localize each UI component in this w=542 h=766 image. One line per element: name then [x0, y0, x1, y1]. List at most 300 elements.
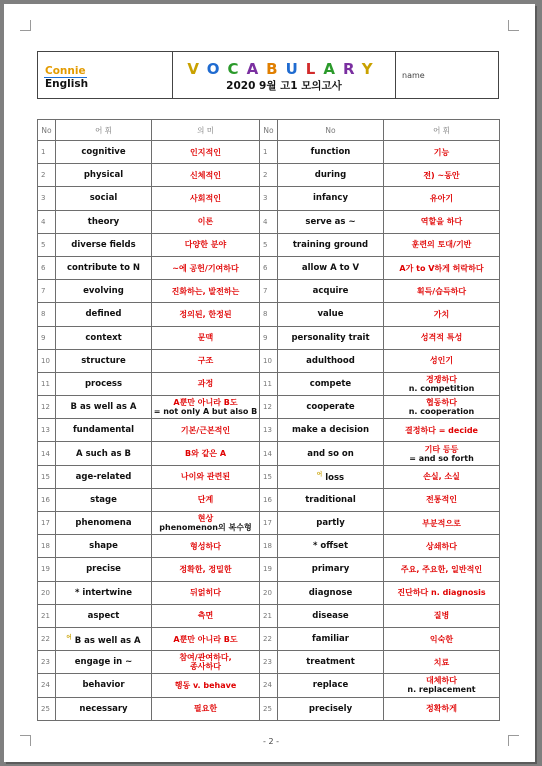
meaning-line: 진화하는, 발전하는 [171, 286, 240, 296]
meaning-line: 과정 [197, 379, 214, 389]
meaning-line: 이론 [197, 217, 214, 227]
meaning-left [152, 488, 260, 511]
meaning-line: 치료 [433, 657, 450, 667]
meaning-right [384, 141, 500, 164]
word-text: * intertwine [74, 587, 133, 598]
word-text: context [85, 332, 122, 343]
logo-line2: English [45, 78, 89, 90]
meaning-left [152, 372, 260, 395]
name-field[interactable] [396, 52, 499, 99]
word-left [56, 233, 152, 256]
word-left [56, 396, 152, 419]
row-number: 13 [38, 419, 56, 442]
row-number: 2 [38, 164, 56, 187]
title-letter: L [305, 59, 324, 78]
word-text: infancy [312, 193, 349, 204]
logo-cell [38, 52, 173, 99]
word-text: contribute to N [67, 263, 140, 274]
title-cell [173, 52, 396, 99]
col-header-no2-right: No [278, 120, 384, 141]
word-right [278, 210, 384, 233]
word-text: replace [312, 680, 349, 691]
meaning-left [152, 604, 260, 627]
word-right [278, 558, 384, 581]
row-number: 10 [38, 349, 56, 372]
row-number: 25 [38, 697, 56, 720]
meaning-left [152, 280, 260, 303]
word-right [278, 442, 384, 465]
table-row [38, 697, 500, 720]
word-left [56, 604, 152, 627]
title-letter: U [285, 59, 306, 78]
row-number: 23 [38, 651, 56, 674]
word-right [278, 349, 384, 372]
meaning-right [384, 256, 500, 279]
row-number: 15 [38, 465, 56, 488]
word-left [56, 697, 152, 720]
meaning-line: n. competition [408, 383, 475, 393]
row-number: 14 [38, 442, 56, 465]
row-number-right: 1 [260, 141, 278, 164]
row-number: 11 [38, 372, 56, 395]
title-letter: B [266, 59, 286, 78]
word-right [278, 396, 384, 419]
meaning-left [152, 674, 260, 697]
row-number: 9 [38, 326, 56, 349]
meaning-line: 성인기 [429, 356, 454, 366]
meaning-line: 정확한, 정밀한 [179, 564, 232, 574]
word-right [278, 372, 384, 395]
word-right [278, 535, 384, 558]
word-text: precise [86, 564, 121, 575]
word-text: diverse fields [71, 239, 136, 250]
meaning-left [152, 326, 260, 349]
meaning-left [152, 349, 260, 372]
word-right [278, 674, 384, 697]
meaning-line: 훈련의 토대/기반 [411, 240, 472, 250]
word-text: make a decision [291, 425, 370, 436]
word-left [56, 210, 152, 233]
table-row [38, 187, 500, 210]
meaning-line: B와 같은 A [184, 449, 227, 459]
table-row [38, 442, 500, 465]
table-row [38, 512, 500, 535]
word-text: social [89, 193, 118, 204]
word-right [278, 303, 384, 326]
meaning-left [152, 396, 260, 419]
word-text: and so on [307, 448, 354, 459]
worksheet-header [37, 51, 499, 99]
meaning-right [384, 512, 500, 535]
word-text: * offset [312, 541, 349, 552]
vocabulary-title [173, 60, 395, 78]
table-row [38, 396, 500, 419]
meaning-line: 인지적인 [190, 147, 221, 157]
word-right [278, 233, 384, 256]
word-text: engage in ~ [74, 657, 133, 668]
meaning-line: 익숙한 [429, 634, 454, 644]
table-row [38, 164, 500, 187]
word-text: traditional [305, 494, 356, 505]
word-text: phenomena [75, 518, 132, 529]
word-text: familiar [312, 634, 349, 645]
meaning-right [384, 280, 500, 303]
meaning-line: 전) ~동안 [423, 170, 460, 180]
row-number-right: 12 [260, 396, 278, 419]
meaning-line: n. replacement [407, 685, 476, 695]
word-text: stage [90, 494, 117, 505]
word-text: necessary [79, 703, 128, 714]
row-number-right: 10 [260, 349, 278, 372]
row-number-right: 13 [260, 419, 278, 442]
word-left [56, 187, 152, 210]
meaning-right [384, 604, 500, 627]
row-number: 17 [38, 512, 56, 535]
row-number: 22 [38, 627, 56, 650]
word-left [56, 256, 152, 279]
word-right [278, 326, 384, 349]
table-row [38, 627, 500, 650]
row-number-right: 23 [260, 651, 278, 674]
word-right [278, 604, 384, 627]
word-right [278, 627, 384, 650]
meaning-right [384, 187, 500, 210]
meaning-left [152, 581, 260, 604]
row-number-right: 24 [260, 674, 278, 697]
col-header-no-right: No [260, 120, 278, 141]
word-right [278, 280, 384, 303]
meaning-line: 현상 [197, 514, 214, 524]
word-right [278, 419, 384, 442]
meaning-line: 필요한 [193, 704, 218, 714]
title-letter: Y [361, 59, 381, 78]
word-text: age-related [75, 471, 132, 482]
table-row [38, 303, 500, 326]
meaning-right [384, 233, 500, 256]
row-number: 8 [38, 303, 56, 326]
meaning-line: 참여/관여하다, [179, 653, 232, 663]
word-text: cognitive [81, 147, 126, 158]
meaning-left [152, 419, 260, 442]
title-letter: A [246, 59, 267, 78]
word-text: function [310, 147, 351, 158]
meaning-left [152, 303, 260, 326]
connie-english-logo [44, 59, 88, 91]
vocabulary-rows [38, 141, 500, 721]
word-right [278, 651, 384, 674]
row-number-right: 9 [260, 326, 278, 349]
word-left [56, 141, 152, 164]
crop-mark [20, 20, 31, 31]
word-left [56, 674, 152, 697]
meaning-line: ~에 공헌/기여하다 [172, 263, 239, 273]
meaning-left [152, 465, 260, 488]
meaning-right [384, 558, 500, 581]
word-text: structure [81, 355, 126, 366]
word-left [56, 465, 152, 488]
meaning-line: 행동 v. behave [174, 680, 237, 690]
meaning-line: 형성하다 [190, 541, 221, 551]
word-left [56, 372, 152, 395]
meaning-line: 부분적으로 [422, 518, 461, 528]
table-row [38, 558, 500, 581]
table-row [38, 233, 500, 256]
row-number: 12 [38, 396, 56, 419]
meaning-line: 경쟁하다 [426, 374, 457, 384]
table-row [38, 604, 500, 627]
word-text: A such as B [76, 448, 131, 459]
word-left [56, 535, 152, 558]
row-number-right: 25 [260, 697, 278, 720]
word-text: allow A to V [301, 263, 360, 274]
table-row [38, 349, 500, 372]
meaning-left [152, 627, 260, 650]
meaning-line: = not only A but also B [153, 407, 258, 417]
meaning-line: phenomenon의 복수형 [159, 523, 252, 533]
meaning-line: 대체하다 [426, 676, 457, 686]
meaning-line: 상쇄하다 [426, 541, 457, 551]
title-letter: A [323, 59, 343, 78]
row-number: 21 [38, 604, 56, 627]
meaning-left [152, 442, 260, 465]
meaning-left [152, 256, 260, 279]
row-number: 3 [38, 187, 56, 210]
word-right [278, 187, 384, 210]
word-text: acquire [312, 286, 349, 297]
word-right [278, 465, 384, 488]
word-text: compete [309, 378, 352, 389]
meaning-line: 다양한 분야 [184, 240, 227, 250]
meaning-line: 가치 [433, 309, 450, 319]
row-number-right: 4 [260, 210, 278, 233]
meaning-right [384, 396, 500, 419]
row-number-right: 14 [260, 442, 278, 465]
page-number: - 2 - [263, 737, 279, 746]
row-number-right: 21 [260, 604, 278, 627]
row-number-right: 3 [260, 187, 278, 210]
exam-title: 2020 9월 고1 모의고사 [226, 79, 342, 92]
word-left [56, 164, 152, 187]
meaning-line: A뿐만 아니라 B도 [173, 634, 238, 644]
table-row [38, 256, 500, 279]
table-row [38, 488, 500, 511]
row-number-right: 15 [260, 465, 278, 488]
word-text: theory [87, 216, 120, 227]
word-text: personality trait [291, 332, 370, 343]
word-right [278, 488, 384, 511]
word-left [56, 558, 152, 581]
meaning-right [384, 349, 500, 372]
row-number: 5 [38, 233, 56, 256]
meaning-right [384, 164, 500, 187]
word-text: precisely [308, 703, 353, 714]
word-text: aspect [87, 610, 120, 621]
table-row [38, 535, 500, 558]
word-text: shape [89, 541, 118, 552]
word-text: evolving [83, 286, 124, 297]
meaning-line: 진단하다 n. diagnosis [397, 588, 486, 598]
meaning-right [384, 627, 500, 650]
table-row [38, 326, 500, 349]
row-number-right: 16 [260, 488, 278, 511]
meaning-line: = and so forth [409, 453, 474, 463]
word-left [56, 419, 152, 442]
word-right [278, 581, 384, 604]
word-text: training ground [292, 239, 369, 250]
meaning-line: 뒤얽히다 [190, 588, 221, 598]
table-row [38, 674, 500, 697]
word-right [278, 164, 384, 187]
meaning-line: 문맥 [197, 333, 214, 343]
word-text: value [317, 309, 344, 320]
row-number-right: 8 [260, 303, 278, 326]
word-text: partly [316, 518, 345, 529]
meaning-line: 질병 [433, 611, 450, 621]
logo-line1: Connie [45, 65, 86, 77]
row-number: 16 [38, 488, 56, 511]
table-header-row [38, 120, 500, 141]
row-number-right: 18 [260, 535, 278, 558]
note-mark: 어 [316, 472, 323, 479]
word-left [56, 442, 152, 465]
meaning-line: 성격적 특성 [420, 333, 463, 343]
meaning-line: 역할을 하다 [420, 217, 463, 227]
word-left [56, 627, 152, 650]
meaning-right [384, 674, 500, 697]
row-number-right: 11 [260, 372, 278, 395]
row-number: 18 [38, 535, 56, 558]
meaning-line: 측면 [197, 611, 214, 621]
word-right [278, 512, 384, 535]
word-text: treatment [306, 657, 355, 668]
meaning-left [152, 187, 260, 210]
meaning-left [152, 651, 260, 674]
table-row [38, 141, 500, 164]
name-label: name [402, 70, 425, 80]
word-left [56, 651, 152, 674]
word-left [56, 303, 152, 326]
note-mark: 어 [66, 634, 72, 641]
title-letter: V [187, 59, 207, 78]
col-header-word: 어 휘 [56, 120, 152, 141]
meaning-line: 단계 [197, 495, 214, 505]
word-text: diagnose [308, 587, 353, 598]
meaning-line: A뿐만 아니라 B도 [173, 398, 238, 408]
meaning-left [152, 233, 260, 256]
meaning-line: 신체적인 [190, 170, 221, 180]
meaning-right [384, 442, 500, 465]
word-right [278, 256, 384, 279]
row-number-right: 17 [260, 512, 278, 535]
word-left [56, 581, 152, 604]
meaning-line: 주요, 주요한, 일반적인 [400, 564, 483, 574]
word-text: fundamental [72, 425, 134, 436]
meaning-line: 결정하다 = decide [405, 425, 478, 435]
meaning-line: 전통적인 [426, 495, 457, 505]
table-row [38, 651, 500, 674]
meaning-left [152, 558, 260, 581]
word-left [56, 488, 152, 511]
word-right [278, 697, 384, 720]
row-number-right: 19 [260, 558, 278, 581]
row-number: 1 [38, 141, 56, 164]
meaning-line: A가 to V하게 허락하다 [399, 263, 484, 273]
meaning-left [152, 164, 260, 187]
meaning-right [384, 419, 500, 442]
meaning-left [152, 535, 260, 558]
meaning-line: 기능 [433, 147, 450, 157]
word-text: defined [85, 309, 122, 320]
word-right [278, 141, 384, 164]
meaning-left [152, 697, 260, 720]
vocabulary-table [37, 119, 500, 721]
table-row [38, 581, 500, 604]
col-header-no: No [38, 120, 56, 141]
meaning-left [152, 141, 260, 164]
meaning-line: 정확하게 [426, 704, 457, 714]
word-text: primary [311, 564, 350, 575]
title-letter: O [206, 59, 228, 78]
word-text: B as well as A [74, 635, 141, 646]
meaning-line: 기본/근본적인 [180, 425, 231, 435]
meaning-line: 유아기 [429, 193, 454, 203]
word-text: cooperate [306, 402, 355, 413]
row-number: 7 [38, 280, 56, 303]
word-text: serve as ~ [305, 216, 356, 227]
table-row [38, 210, 500, 233]
word-left [56, 512, 152, 535]
title-letter: C [227, 59, 247, 78]
meaning-right [384, 697, 500, 720]
word-left [56, 349, 152, 372]
table-row [38, 419, 500, 442]
col-header-meaning: 의 미 [152, 120, 260, 141]
col-header-word2-right: 어 휘 [384, 120, 500, 141]
meaning-right [384, 581, 500, 604]
word-text: adulthood [306, 355, 355, 366]
table-row [38, 465, 500, 488]
table-row [38, 372, 500, 395]
title-letter: R [342, 59, 362, 78]
meaning-right [384, 651, 500, 674]
meaning-line: 사회적인 [190, 193, 221, 203]
word-text: during [314, 170, 347, 181]
table-row [38, 280, 500, 303]
word-left [56, 280, 152, 303]
row-number: 4 [38, 210, 56, 233]
meaning-left [152, 512, 260, 535]
word-text: loss [325, 473, 345, 484]
meaning-right [384, 488, 500, 511]
meaning-right [384, 326, 500, 349]
row-number-right: 2 [260, 164, 278, 187]
row-number: 20 [38, 581, 56, 604]
meaning-left [152, 210, 260, 233]
meaning-right [384, 210, 500, 233]
row-number-right: 20 [260, 581, 278, 604]
meaning-line: 협동하다 [426, 398, 457, 408]
meaning-line: 나이와 관련된 [180, 472, 231, 482]
meaning-line: 손실, 소실 [423, 472, 460, 482]
meaning-line: n. cooperation [408, 407, 475, 417]
row-number-right: 7 [260, 280, 278, 303]
word-text: behavior [82, 680, 125, 691]
row-number-right: 5 [260, 233, 278, 256]
row-number-right: 6 [260, 256, 278, 279]
crop-mark [508, 20, 519, 31]
meaning-right [384, 303, 500, 326]
row-number: 24 [38, 674, 56, 697]
